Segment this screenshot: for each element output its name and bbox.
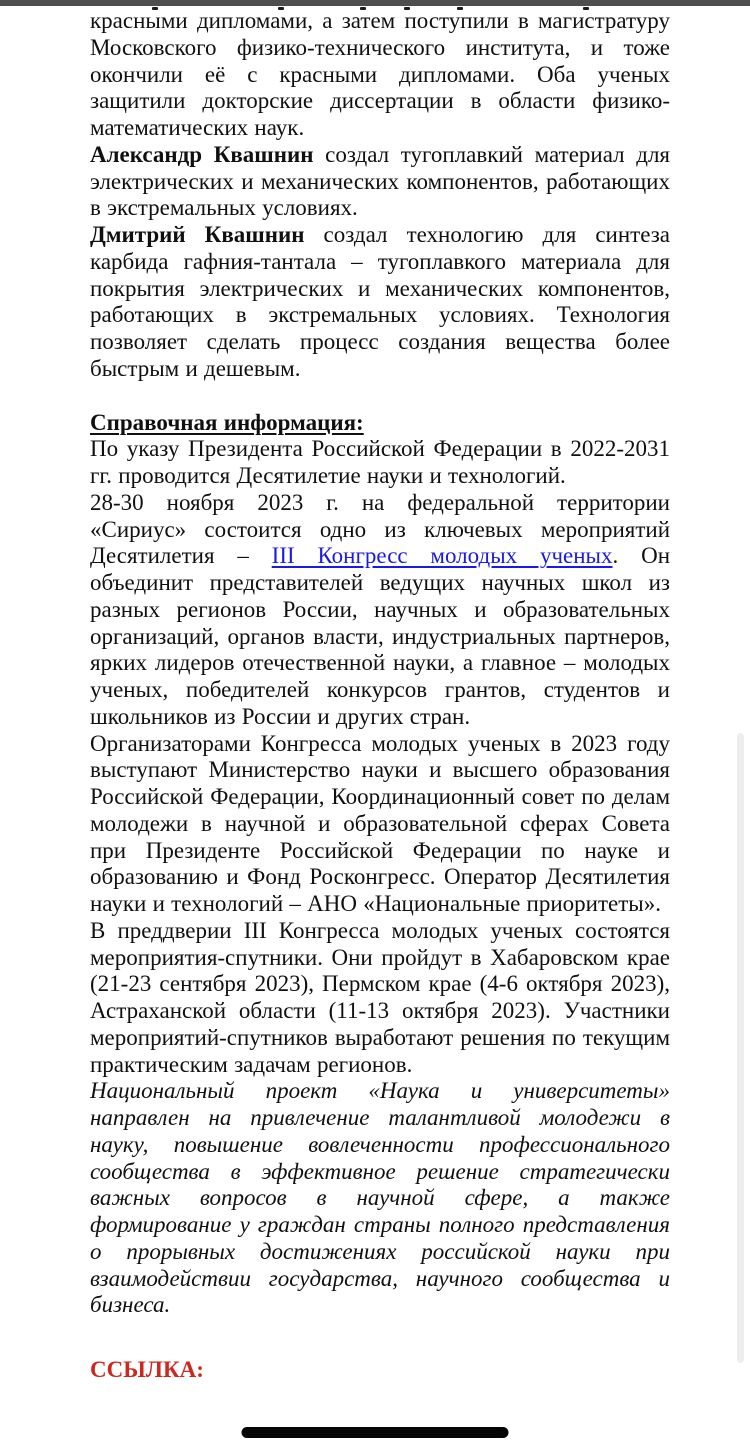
blank-line: [90, 1319, 670, 1346]
text-segment-normal: Национальный проект «Наука и университеты» направлен на привлечение талантливой молодежи в науку, повышение вовлеченности профессионального сообщества в эффективное решение стратегически важных вопросов в научной сфере, а также формирование у граждан страны полного представления о прорывных достижениях российской науки при взаимодействии государства, научного сообщества и бизнеса.: [90, 1078, 670, 1318]
text-segment-bold: Александр Квашнин: [90, 141, 314, 167]
clipped-text-remnants: [0, 6, 1, 7]
text-segment-red-bold: ССЫЛКА:: [90, 1357, 204, 1382]
blank-line: [90, 383, 670, 410]
text-segment-normal: создал тугоплавкий материал для электрических и механических компонентов, работающих в экстремальных условиях.: [90, 141, 670, 221]
top-edge-bar: [0, 0, 750, 6]
text-segment-heading: Справочная информация:: [90, 409, 364, 435]
paragraph-congress: [90, 490, 670, 731]
blank-line-small: [90, 1346, 670, 1357]
text-segment-normal: 28-30 ноября 2023 г. на федеральной территории «Сириус» состоится одно из ключевых мероприятий Десятилетия –: [90, 489, 670, 569]
text-segment-normal: Организаторами Конгресса молодых ученых в 2023 году выступают Министерство науки и высшего образования Российской Федерации, Координационный совет по делам молодежи в научной и образовательной сферах Совета при Президенте Российской Федерации по науке и образованию и Фонд Росконгресс. Оператор Десятилетия науки и технологий – АНО «Национальные приоритеты».: [90, 730, 670, 916]
link-iii-congress[interactable]: III Конгресс молодых ученых: [271, 543, 613, 569]
heading-reference-info: [90, 410, 670, 437]
scrollbar[interactable]: [737, 733, 744, 1363]
text-segment-normal: создал технологию для синтеза карбида гафния-тантала – тугоплавкого материала для покрытия электрических и механических компонентов, работающих в экстремальных условиях. Технология позволяет сделать процесс создания вещества более быстрым и дешевым.: [90, 222, 670, 381]
text-segment-normal: . Он объединит представителей ведущих научных школ из разных регионов России, научных и образовательных организаций, органов власти, индустриальных партнеров, ярких лидеров отечественной науки, а главное – молодых ученых, победителей конкурсов грантов, студентов и школьников из России и других стран.: [90, 543, 671, 729]
paragraph-satellite-events: [90, 918, 670, 1079]
paragraph-national-project: [90, 1078, 670, 1319]
text-segment-bold: Дмитрий Квашнин: [90, 222, 305, 247]
paragraph-decree: [90, 436, 670, 490]
paragraph-organizers: [90, 731, 670, 918]
paragraph-diplomas: [90, 8, 670, 142]
text-segment-normal: В преддверии III Конгресса молодых ученых состоятся мероприятия-спутники. Они пройдут в Хабаровском крае (21-23 сентября 2023), Пермском крае (4-6 октября 2023), Астраханской области (11-13 октября 2023). Участники мероприятий-спутников выработают решения по текущим практическим задачам регионов.: [90, 917, 670, 1077]
paragraph-dmitry-kvashnin: [90, 222, 670, 383]
paragraph-alexander-kvashnin: [90, 142, 670, 222]
document-text: [90, 8, 670, 1384]
text-segment-normal: По указу Президента Российской Федерации в 2022-2031 гг. проводится Десятилетие науки и технологий.: [90, 436, 670, 488]
heading-link: [90, 1357, 670, 1384]
text-segment-normal: красными дипломами, а затем поступили в магистратуру Московского физико-технического института, и тоже окончили её с красными дипломами. Оба ученых защитили докторские диссертации в области физико-математических наук.: [90, 8, 670, 140]
home-indicator[interactable]: [242, 1427, 509, 1438]
